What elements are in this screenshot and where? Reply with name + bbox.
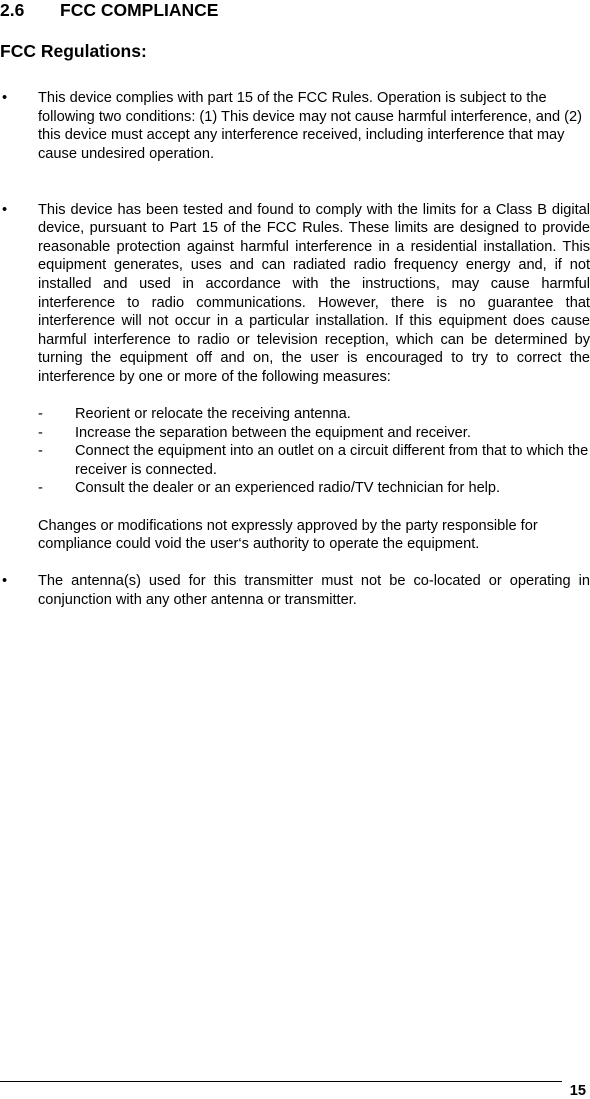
section-heading [0,0,218,20]
measure-text: Connect the equipment into an outlet on a circuit different from that to which the receiver is connected. [75,443,589,478]
measure-text: Reorient or relocate the receiving antenna. [75,406,351,423]
bullet-item [0,201,590,387]
bullet-text: The antenna(s) used for this transmitter must not be co-located or operating in conjunction with any other antenna or transmitter. [38,573,590,609]
measure-dash: - [38,424,43,441]
measure-text: Consult the dealer or an experienced radio/TV technician for help. [75,480,501,497]
measure-dash: - [38,443,43,460]
measure-item [0,405,590,424]
bullet-text: This device complies with part 15 of the FCC Rules. Operation is subject to the following two conditions: (1) This device may not cause harmful interference, and (2) this device must accept any interference received, including interference that may cause undesired operation. [38,90,583,162]
regulations-body [0,89,590,610]
page-number: 15 [569,1083,586,1099]
measure-item [0,424,590,443]
footer-rule [0,1081,562,1082]
measure-text: Increase the separation between the equipment and receiver. [75,424,471,441]
bullet-dot: • [2,201,8,218]
measure-dash: - [38,406,43,423]
sub-heading: FCC Regulations: [0,41,147,61]
bullet-dot: • [2,90,8,106]
section-number: 2.6 [0,0,25,20]
measure-item [0,479,590,498]
measure-dash: - [38,480,43,497]
modifications-note: Changes or modifications not expressly approved by the party responsible for compliance could void the user‘s authority to operate the equipment. [38,517,538,553]
bullet-dot: • [2,573,8,590]
section-title: FCC COMPLIANCE [60,0,219,20]
bullet-item [0,572,590,609]
measure-item [0,442,590,479]
bullet-item [0,89,590,163]
bullet-text: This device has been tested and found to comply with the limits for a Class B digital device, pursuant to Part 15 of the FCC Rules. These limits are designed to provide reasonable protection against harmful interference in a residential installation. This equipment generates, uses and can radiated radio frequency energy and, if not installed and used in accordance with the instructions, may cause harmful interference to radio communications. However, there is no guarantee that interference will not occur in a particular installation. If this equipment does cause harmful interference to radio or television reception, which can be determined by turning the equipment off and on, the user is encouraged to try to correct the interference by one or more of the following measures: [38,201,590,385]
